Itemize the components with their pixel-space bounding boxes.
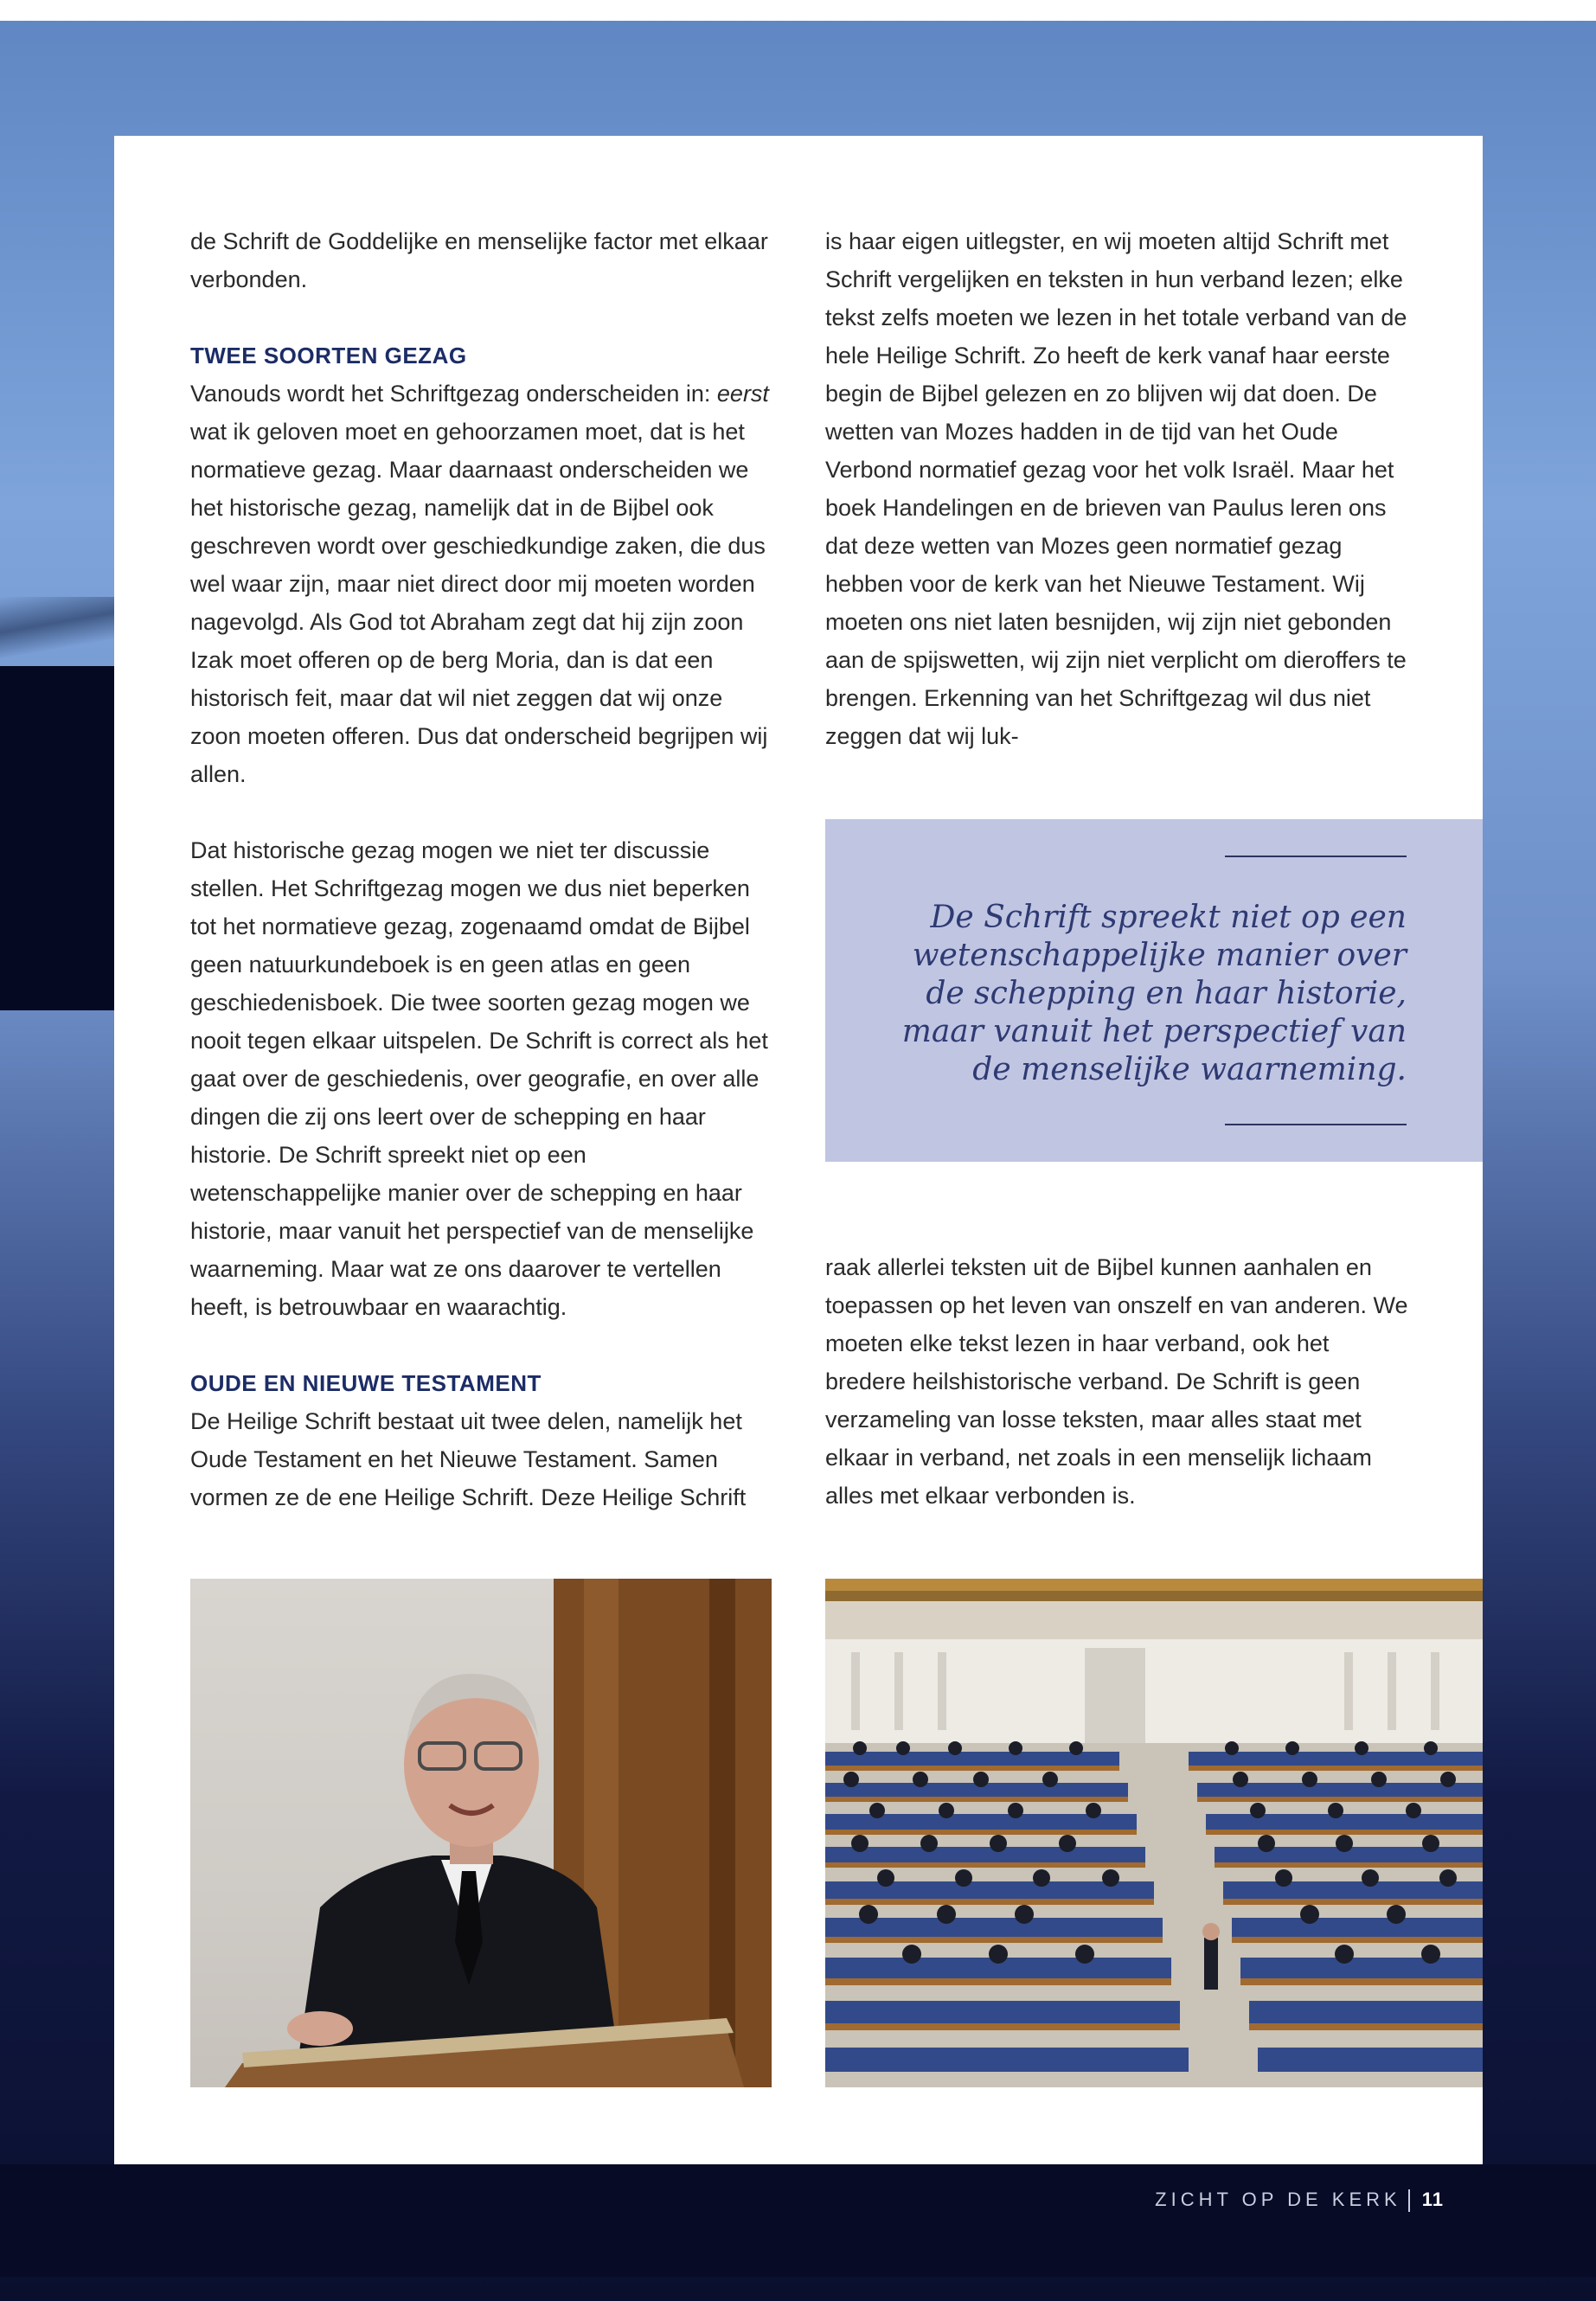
paragraph-lukraak: raak allerlei teksten uit de Bijbel kunnen aanhalen en toepassen op het leven van onszelf en van anderen. We moeten elke tekst lezen in haar verband, ook het bredere heilshistorische verband. De Schrift is geen verzameling van losse teksten, maar alles staat met elkaar in verband, net zoals in een menselijk lichaam alles met elkaar verbonden is. [825,1254,1408,1509]
paragraph-body: wat ik geloven moet en gehoorzamen moet, dat is het normatieve gezag. Maar daarnaast onderscheiden we het historische gezag, namelijk dat in de Bijbel ook geschreven wordt over geschiedkundige zaken, die dus wel waar zijn, maar niet direct door mij moeten worden nagevolgd. Als God tot Abraham zegt dat hij zijn zoon Izak moet offeren op de berg Moria, dan is dat een historisch feit, maar dat wil niet zeggen dat wij onze zoon moeten offeren. Dus dat onderscheid begrijpen wij allen. [190,419,768,787]
speaker-illustration [190,1579,772,2087]
section-heading-twee-soorten-gezag: TWEE SOORTEN GEZAG [190,343,467,369]
photo-church-audience [825,1579,1483,2087]
top-margin [0,0,1596,21]
section-heading-oude-en-nieuwe-testament: OUDE EN NIEUWE TESTAMENT [190,1370,542,1396]
church-illustration [825,1579,1483,2087]
right-column-bottom [825,1248,1413,1515]
paragraph-uitlegster: is haar eigen uitlegster, en wij moeten altijd Schrift met Schrift vergelijken en teksten in hun verband lezen; elke tekst zelfs moeten we lezen in het totale verband van de hele Heilige Schrift. Zo heeft de kerk vanaf haar eerste begin de Bijbel gelezen en zo blijven wij dat doen. De wetten van Mozes hadden in de tijd van het Oude Verbond normatief gezag voor het volk Israël. Maar het boek Handelingen en de brieven van Paulus leren ons dat deze wetten van Mozes geen normatief gezag hebben voor de kerk van het Nieuwe Testament. Wij moeten ons niet laten besnijden, wij zijn niet gebonden aan de spijswetten, wij zijn niet verplicht om dieroffers te brengen. Erkenning van het Schriftgezag wil dus niet zeggen dat wij luk- [825,228,1407,749]
pull-quote-rule-top [1225,856,1407,857]
paragraph-lead: Vanouds wordt het Schriftgezag onderscheiden in: [190,381,711,407]
left-column [190,222,779,1516]
footer [1155,2187,1444,2213]
page-number: 11 [1421,2189,1444,2210]
magazine-title: ZICHT OP DE KERK [1155,2189,1401,2210]
footer-separator [1408,2189,1410,2212]
background-dark-block [0,666,114,1010]
emphasis-eerst: eerst [716,381,769,407]
pull-quote-text: De Schrift spreekt niet op een wetenschappelijke manier over de schepping en haar historie, maar vanuit het perspectief van de menselijke waarneming. [901,900,1407,1087]
paragraph-oude-nieuwe-1: De Heilige Schrift bestaat uit twee delen, namelijk het Oude Testament en het Nieuwe Testament. Samen vormen ze de ene Heilige Schrift. Deze Heilige Schrift [190,1408,747,1510]
pull-quote-box [825,819,1483,1162]
pull-quote-rule-bottom [1225,1124,1407,1125]
paragraph-twee-soorten-1 [190,375,779,793]
background-railing [0,597,114,666]
paragraph-intro: de Schrift de Goddelijke en menselijke factor met elkaar verbonden. [190,228,768,292]
paragraph-twee-soorten-2: Dat historische gezag mogen we niet ter discussie stellen. Het Schriftgezag mogen we dus niet beperken tot het normatieve gezag, zogenaamd omdat de Bijbel geen natuurkundeboek is en geen atlas en geen geschiedenisboek. Die twee soorten gezag mogen we nooit tegen elkaar uitspelen. De Schrift is correct als het gaat over de geschiedenis, over geografie, en over alle dingen die zij ons leert over de schepping en haar historie. De Schrift spreekt niet op een wetenschappelijke manier over de schepping en haar historie, maar vanuit het perspectief van de menselijke waarneming. Maar wat ze ons daarover te vertellen heeft, is betrouwbaar en waarachtig. [190,837,768,1320]
footer-band [0,2164,1596,2277]
photo-speaker-at-pulpit [190,1579,772,2087]
article-page [114,136,1483,2164]
right-column-top [825,222,1413,755]
